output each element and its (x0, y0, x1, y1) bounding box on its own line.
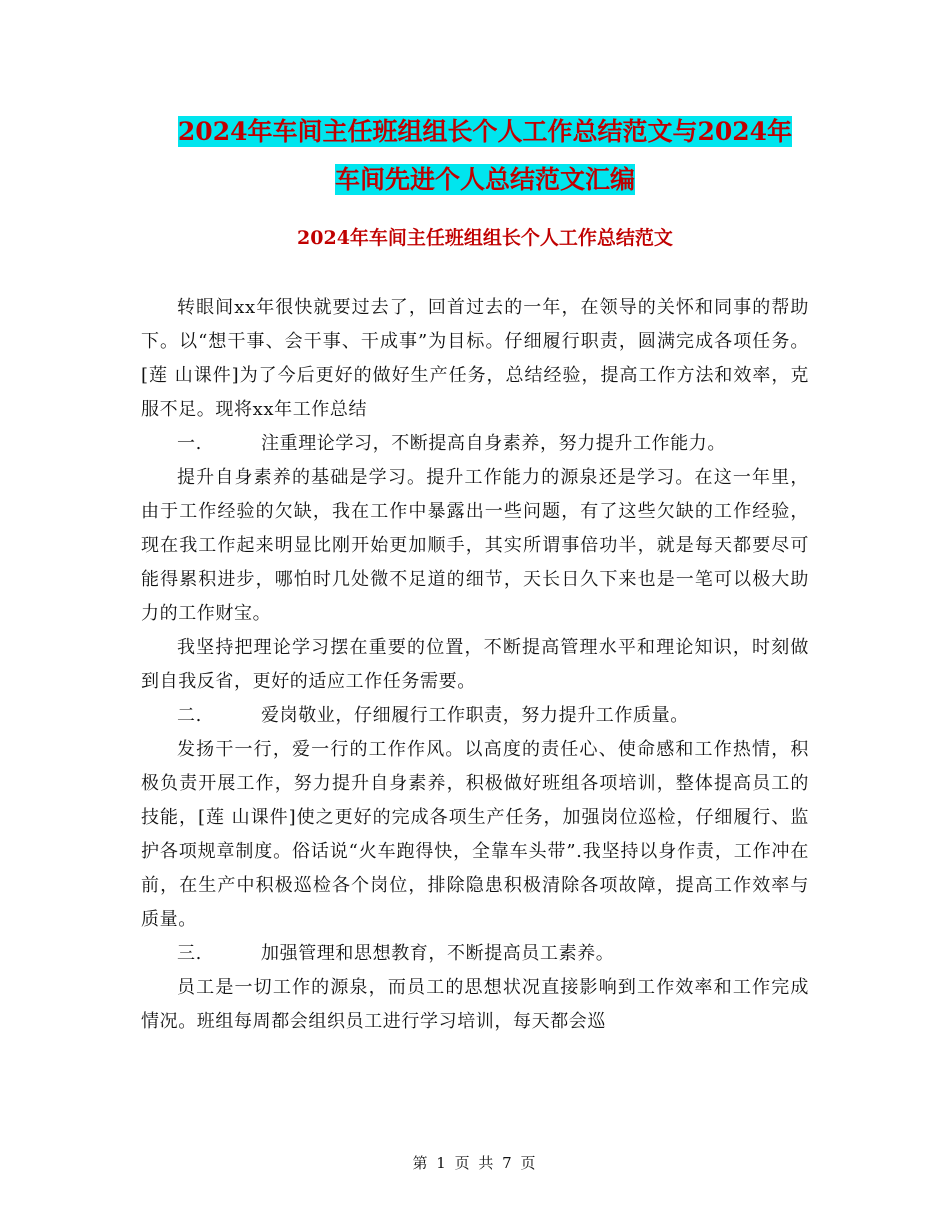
page-footer: 第 1 页 共 7 页 (412, 1154, 538, 1172)
section-title: 2024年车间主任班组组长个人工作总结范文 (297, 227, 673, 249)
document-title-line-1: 2024年车间主任班组组长个人工作总结范文与2024年 (177, 117, 793, 146)
heading-item-2 (141, 699, 809, 733)
paragraph-management: 员工是一切工作的源泉，而员工的思想状况直接影响到工作效率和工作完成情况。班组每周都会组织员工进行学习培训，每天都会巡 (141, 977, 809, 1032)
document-body (141, 291, 809, 1039)
paragraph-study: 提升自身素养的基础是学习。提升工作能力的源泉还是学习。在这一年里，由于工作经验的欠缺，我在工作中暴露出一些问题，有了这些欠缺的工作经验，现在我工作起来明显比刚开始更加顺手，其实所谓事倍功半，就是每天都要尽可能得累积进步，哪怕时几处微不足道的细节，天长日久下来也是一笔可以极大助力的工作财宝。 (141, 467, 809, 624)
heading-text-1: 注重理论学习，不断提高自身素养，努力提升工作能力。 (261, 433, 726, 454)
paragraph-theory: 我坚持把理论学习摆在重要的位置，不断提高管理水平和理论知识，时刻做到自我反省，更好的适应工作任务需要。 (141, 637, 809, 692)
paragraph-dedication: 发扬干一行，爱一行的工作作风。以高度的责任心、使命感和工作热情，积极负责开展工作，努力提升自身素养，积极做好班组各项培训，整体提高员工的技能，[莲 山课件]使之更好的完成各项生产任务，加强岗位巡检，仔细履行、监护各项规章制度。俗话说“火车跑得快，全靠车头带”.我坚持以身作责，工作冲在前，在生产中积极巡检各个岗位，排除隐患积极清除各项故障，提高工作效率与质量。 (141, 739, 809, 930)
document-title (140, 108, 830, 204)
heading-text-3: 加强管理和思想教育，不断提高员工素养。 (261, 943, 615, 964)
paragraph-intro: 转眼间xx年很快就要过去了，回首过去的一年，在领导的关怀和同事的帮助下。以“想干事、会干事、干成事”为目标。仔细履行职责，圆满完成各项任务。[莲 山课件]为了今后更好的做好生产任务，总结经验，提高工作方法和效率，克服不足。现将xx年工作总结 (141, 297, 809, 420)
heading-number-3: 三. (177, 943, 202, 964)
document-title-line-2: 车间先进个人总结范文汇编 (334, 165, 635, 194)
heading-number-2: 二. (177, 705, 202, 726)
heading-item-3 (141, 937, 809, 971)
heading-number-1: 一. (177, 433, 202, 454)
heading-text-2: 爱岗敬业，仔细履行工作职责，努力提升工作质量。 (261, 705, 689, 726)
heading-item-1 (141, 427, 809, 461)
